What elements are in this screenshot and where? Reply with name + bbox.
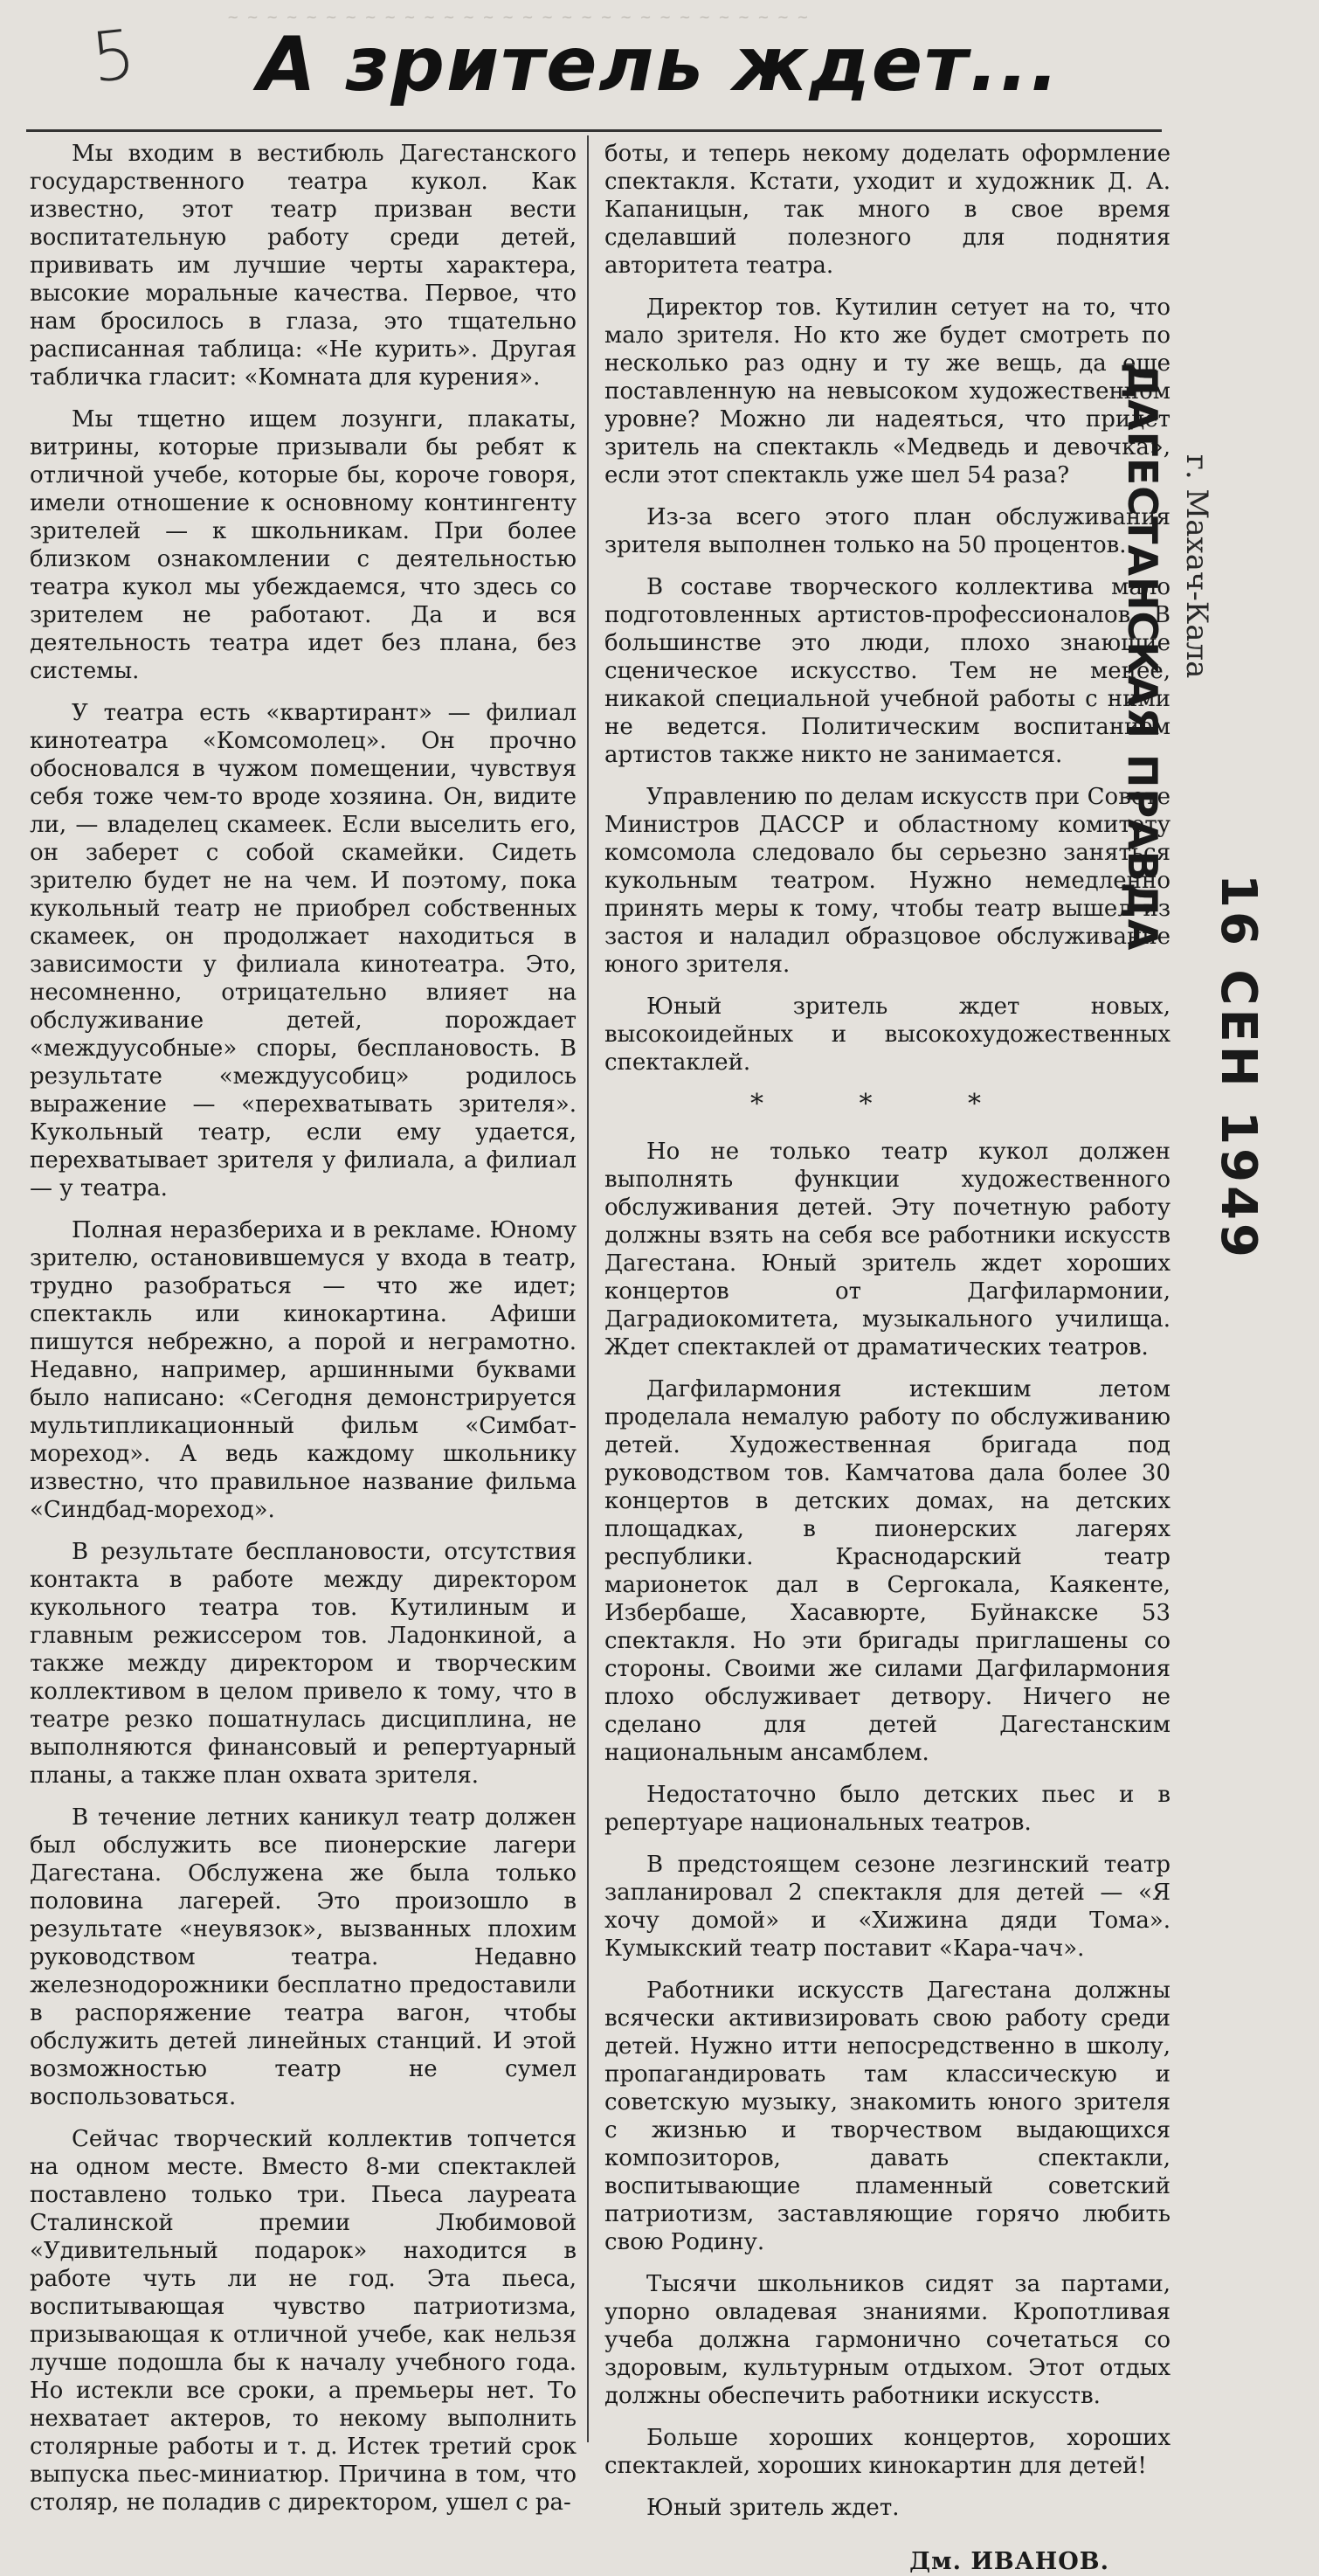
paragraph: В результате бесплановости, отсутствия контакта в работе между директором кукольного театра тов. Кутилиным и главным режиссером тов. Ладонкиной, а также между директором и творческим коллективом в целом привело к тому, что в театре резко пошатнулась дисциплина, не выполняются финансовый и репертуарный планы, а также план охвата зрителя. bbox=[30, 1539, 577, 1789]
paragraph: У театра есть «квартирант» — филиал кинотеатра «Комсомолец». Он прочно обосновался в чужом помещении, чувствуя себя тоже чем-то вроде хозяина. Он, видите ли, — владелец скамеек. Если выселить его, он заберет с собой скамейки. Сидеть зрителю будет не на чем. И поэтому, пока кукольный театр не приобрел собственных скамеек, он продолжает находиться в зависимости у филиала кинотеатра. Это, несомненно, отрицательно влияет на обслуживание детей, порождает «междуусобные» споры, бесплановость. В результате «междуусобиц» родилось выражение — «перехватывать зрителя». Кукольный театр, если ему удается, перехватывает зрителя у филиала, а филиал — у театра. bbox=[30, 700, 577, 1201]
section-separator: * * * bbox=[749, 1089, 1026, 1119]
paragraph: Юный зритель ждет новых, высокоидейных и высокохудожественных спектаклей. bbox=[604, 994, 1171, 1076]
column-divider bbox=[587, 135, 589, 2442]
paragraph: Сейчас творческий коллектив топчется на одном месте. Вместо 8-ми спектаклей поставлено только три. Пьеса лауреата Сталинской премии Любимовой «Удивительный подарок» находится в работе чуть ли не год. Эта пьеса, воспитывающая чувство патриотизма, призывающая к отличной учебе, как нельзя лучше подошла бы к началу учебного года. Но истекли все сроки, а премьеры нет. То нехватает актеров, то некому выполнить столярные работы и т. д. Истек третий срок выпуска пьес-миниатюр. Причина в том, что столяр, не поладив с директором, ушел с ра- bbox=[30, 2126, 577, 2516]
bleed-through-text: ~ ~ ~ ~ ~ ~ ~ ~ ~ ~ ~ ~ ~ ~ ~ ~ ~ ~ ~ ~ ~ ~ ~ ~ ~ ~ ~ ~ ~ ~ bbox=[227, 9, 811, 25]
paragraph: боты, и теперь некому доделать оформление спектакля. Кстати, уходит и художник Д. А. Капаницын, так много в свое время сделавший полезного для поднятия авторитета театра. bbox=[604, 141, 1171, 279]
paragraph: В составе творческого коллектива мало подготовленных артистов-профессионалов. В большинстве это люди, плохо знающие сценическое искусство. Тем не менее, никакой специальной учебной работы с ними не ведется. Политическим воспитанием артистов также никто не занимается. bbox=[604, 574, 1171, 768]
paragraph: Директор тов. Кутилин сетует на то, что мало зрителя. Но кто же будет смотреть по несколько раз одну и ту же вещь, да еще поставленную на невысоком художественном уровне? Можно ли надеяться, что придет зритель на спектакль «Медведь и девочка», если этот спектакль уже шел 54 раза? bbox=[604, 294, 1171, 488]
author-byline: Дм. ИВАНОВ. bbox=[909, 2548, 1109, 2575]
paragraph: Работники искусств Дагестана должны всячески активизировать свою работу среди детей. Нужно итти непосредственно в школу, пропагандировать там классическую и советскую музыку, знакомить юного зрителя с жизнью и творчеством выдающихся композиторов, давать спектакли, воспитывающие пламенный советский патриотизм, заставляющие горячо любить свою Родину. bbox=[604, 1977, 1171, 2255]
article-left-column bbox=[30, 140, 577, 2516]
paragraph: В предстоящем сезоне лезгинский театр запланировал 2 спектакля для детей — «Я хочу домой» и «Хижина дяди Тома». Кумыкский театр поставит «Кара-чач». bbox=[604, 1852, 1171, 1962]
paragraph: Тысячи школьников сидят за партами, упорно овладевая знаниями. Кропотливая учеба должна гармонично сочетаться со здоровым, культурным отдыхом. Этот отдых должны обеспечить работники искусств. bbox=[604, 2271, 1171, 2409]
headline-rule bbox=[26, 129, 1162, 132]
paragraph: Дагфилармония истекшим летом проделала немалую работу по обслуживанию детей. Художественная бригада под руководством тов. Камчатова дала более 30 концертов в детских домах, на детских площадках, в пионерских лагерях республики. Краснодарский театр марионеток дал в Сергокала, Каякенте, Избербаше, Хасавюрте, Буйнакске 53 спектакля. Но эти бригады приглашены со стороны. Своими же силами Дагфилармония плохо обслуживает детвору. Ничего не сделано для детей Дагестанским национальным ансамблем. bbox=[604, 1376, 1171, 1766]
paragraph: Но не только театр кукол должен выполнять функции художественного обслуживания детей. Эту почетную работу должны взять на себя все работники искусств Дагестана. Юный зритель ждет хороших концертов от Дагфилармонии, Даградиокомитета, музыкального училища. Ждет спектаклей от драматических театров. bbox=[604, 1139, 1171, 1361]
newspaper-stamp-title: ДАГЕСТАНСКАЯ ПРАВДА bbox=[1119, 363, 1166, 952]
paragraph: В течение летних каникул театр должен был обслужить все пионерские лагери Дагестана. Обслужена же была только половина лагерей. Это произошло в результате «неувязок», вызванных плохим руководством театра. Недавно железнодорожники бесплатно предоставили в распоряжение театра вагон, чтобы обслужить детей линейных станций. И этой возможностью театр не сумел воспользоваться. bbox=[30, 1804, 577, 2110]
paragraph: Больше хороших концертов, хороших спектаклей, хороших кинокартин для детей! bbox=[604, 2425, 1171, 2479]
newspaper-stamp-city: г. Махач-Кала bbox=[1179, 454, 1214, 679]
paragraph: Мы тщетно ищем лозунги, плакаты, витрины, которые призывали бы ребят к отличной учебе, которые бы, короче говоря, имели отношение к основному контингенту зрителей — к школьникам. При более близком ознакомлении с деятельностью театра кукол мы убеждаемся, что здесь со зрителем не работают. Да и вся деятельность театра идет без плана, без системы. bbox=[30, 406, 577, 684]
article-right-column bbox=[604, 140, 1171, 2575]
paragraph: Недостаточно было детских пьес и в репертуаре национальных театров. bbox=[604, 1782, 1171, 1836]
paragraph: Управлению по делам искусств при Совете Министров ДАССР и областному комитету комсомола следовало бы серьезно заняться кукольным театром. Нужно немедленно принять меры к тому, чтобы театр вышел из застоя и наладил образцовое обслуживание юного зрителя. bbox=[604, 784, 1171, 978]
article-headline: А зритель ждет... bbox=[258, 21, 1060, 108]
paragraph: Юный зритель ждет. bbox=[646, 2495, 900, 2521]
paragraph: Полная неразбериха и в рекламе. Юному зрителю, остановившемуся у входа в театр, трудно разобраться — что же идет; спектакль или кинокартина. Афиши пишутся небрежно, а порой и неграмотно. Недавно, например, аршинными буквами было написано: «Сегодня демонстрируется мультипликационный фильм «Симбат-мореход». А ведь каждому школьнику известно, что правильное название фильма «Синдбад-мореход». bbox=[30, 1217, 577, 1523]
paragraph: Из-за всего этого план обслуживания зрителя выполнен только на 50 процентов. bbox=[604, 504, 1171, 558]
paragraph: Мы входим в вестибюль Дагестанского государственного театра кукол. Как известно, этот театр призван вести воспитательную работу среди детей, прививать им лучшие черты характера, высокие моральные качества. Первое, что нам бросилось в глаза, это тщательно расписанная таблица: «Не курить». Другая табличка гласит: «Комната для курения». bbox=[30, 141, 577, 391]
page-number: 5 bbox=[87, 15, 140, 99]
newspaper-stamp-date: 16 СЕН 1949 bbox=[1210, 874, 1267, 1261]
